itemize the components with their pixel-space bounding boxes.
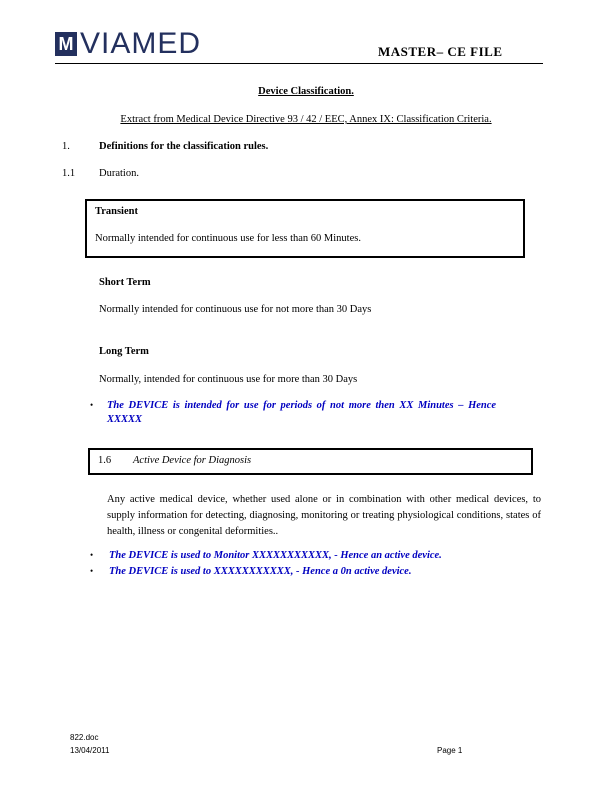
duration-note-line1: The DEVICE is intended for use for periods of not more then XX Minutes – Hence: [107, 400, 497, 411]
file-label: MASTER– CE FILE: [378, 44, 503, 59]
logo-text: VIAMED: [80, 27, 202, 60]
bullet-icon: •: [90, 400, 94, 410]
transient-box: [85, 199, 525, 258]
section-1-number: 1.: [62, 141, 70, 152]
long-term-text: Normally, intended for continuous use for more than 30 Days: [99, 374, 358, 385]
definition-paragraph: Any active medical device, whether used alone or in combination with other medical devices, to supply information for detecting, diagnosing, monitoring or treating physiological conditions, states of health, illness or congenital deformities..: [107, 494, 541, 537]
long-term-heading: Long Term: [99, 346, 149, 357]
header-rule: [55, 63, 543, 64]
bullet-item: The DEVICE is used to Monitor XXXXXXXXXXX, - Hence an active device.: [109, 550, 442, 561]
section-1-heading: Definitions for the classification rules.: [99, 141, 269, 152]
section-1-1-heading: Duration.: [99, 168, 139, 179]
footer-filename: 822.doc: [70, 733, 99, 742]
bullet-icon: •: [90, 550, 94, 560]
short-term-heading: Short Term: [99, 277, 151, 288]
section-1-6-heading: Active Device for Diagnosis: [133, 455, 252, 466]
subtitle: Extract from Medical Device Directive 93 / 42 / EEC, Annex IX: Classification Criteria.: [120, 114, 492, 125]
logo-mark: M: [55, 32, 77, 56]
transient-heading: Transient: [95, 206, 138, 217]
footer-page-number: Page 1: [437, 746, 463, 755]
duration-note-line2: XXXXX: [107, 414, 143, 425]
bullet-icon: •: [90, 566, 94, 576]
footer-date: 13/04/2011: [70, 746, 110, 755]
viamed-logo: [55, 27, 202, 60]
section-1-1-number: 1.1: [62, 168, 76, 179]
section-1-6-number: 1.6: [98, 455, 112, 466]
short-term-text: Normally intended for continuous use for not more than 30 Days: [99, 304, 372, 315]
transient-text: Normally intended for continuous use for less than 60 Minutes.: [95, 233, 361, 244]
bullet-item: The DEVICE is used to XXXXXXXXXXX, - Hence a 0n active device.: [109, 566, 412, 577]
page-title: Device Classification.: [258, 86, 354, 97]
